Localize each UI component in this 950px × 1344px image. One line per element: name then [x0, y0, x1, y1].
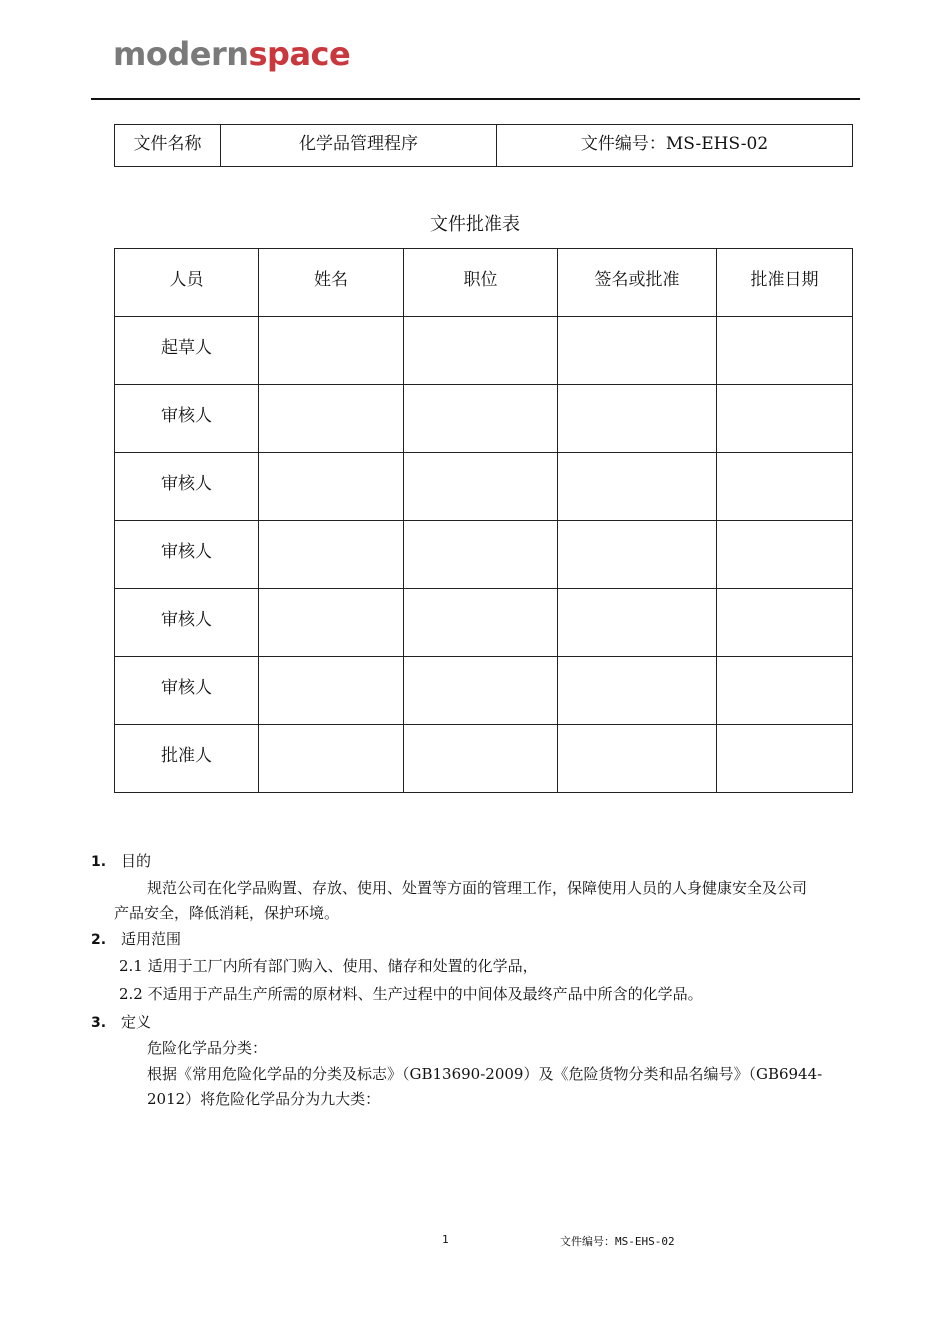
row-role: 审核人 — [115, 385, 259, 453]
date-cell — [717, 589, 853, 657]
table-row — [115, 657, 853, 725]
header-rule — [91, 98, 860, 100]
position-cell — [404, 725, 558, 793]
row-role: 批准人 — [115, 725, 259, 793]
header-position: 职位 — [404, 249, 558, 317]
header-person: 人员 — [115, 249, 259, 317]
position-cell — [404, 521, 558, 589]
section-2-para-2: 2.2 不适用于产品生产所需的原材料、生产过程中的中间体及最终产品中所含的化学品。 — [119, 985, 703, 1003]
date-cell — [717, 725, 853, 793]
section-2-para-1: 2.1 适用于工厂内所有部门购入、使用、储存和处置的化学品， — [119, 957, 538, 975]
doc-name-label: 文件名称 — [115, 125, 221, 167]
section-3-para-3: 2012）将危险化学品分为九大类： — [147, 1090, 381, 1108]
name-cell — [259, 589, 404, 657]
row-role: 审核人 — [115, 453, 259, 521]
section-number: 1. — [91, 854, 107, 870]
position-cell — [404, 317, 558, 385]
section-number: 3. — [91, 1015, 107, 1031]
row-role: 审核人 — [115, 657, 259, 725]
section-3-heading — [91, 1009, 151, 1036]
page-number: 1 — [442, 1233, 449, 1246]
section-title: 适用范围 — [121, 930, 182, 948]
signature-cell — [558, 317, 717, 385]
name-cell — [259, 521, 404, 589]
name-cell — [259, 385, 404, 453]
date-cell — [717, 385, 853, 453]
name-cell — [259, 657, 404, 725]
signature-cell — [558, 521, 717, 589]
section-title: 定义 — [121, 1013, 152, 1031]
name-cell — [259, 725, 404, 793]
header-date: 批准日期 — [717, 249, 853, 317]
approval-table — [114, 248, 853, 793]
table-row — [115, 589, 853, 657]
doc-number: 文件编号：MS-EHS-02 — [497, 125, 853, 167]
date-cell — [717, 453, 853, 521]
date-cell — [717, 521, 853, 589]
date-cell — [717, 657, 853, 725]
section-1-heading — [91, 848, 151, 875]
row-role: 审核人 — [115, 521, 259, 589]
row-role: 起草人 — [115, 317, 259, 385]
signature-cell — [558, 589, 717, 657]
date-cell — [717, 317, 853, 385]
section-3-para-1: 危险化学品分类： — [147, 1039, 268, 1057]
section-1-para-1: 规范公司在化学品购置、存放、使用、处置等方面的管理工作，保障使用人员的人身健康安全及公司 — [147, 879, 808, 897]
footer-doc-number: 文件编号：MS-EHS-02 — [560, 1235, 675, 1248]
section-2-heading — [91, 926, 181, 953]
position-cell — [404, 589, 558, 657]
signature-cell — [558, 453, 717, 521]
section-1-para-2: 产品安全，降低消耗，保护环境。 — [114, 904, 340, 922]
name-cell — [259, 317, 404, 385]
name-cell — [259, 453, 404, 521]
table-row — [115, 453, 853, 521]
logo-text-modern: modern — [113, 35, 249, 73]
table-row — [115, 385, 853, 453]
position-cell — [404, 453, 558, 521]
section-3-para-2: 根据《常用危险化学品的分类及标志》（GB13690-2009）及《危险货物分类和品名编号》（GB6944- — [147, 1065, 823, 1083]
approval-table-title: 文件批准表 — [430, 214, 520, 235]
header-signature: 签名或批准 — [558, 249, 717, 317]
doc-header-table — [114, 124, 853, 167]
section-number: 2. — [91, 932, 107, 948]
logo-text-space: space — [248, 35, 351, 73]
signature-cell — [558, 385, 717, 453]
table-row — [115, 521, 853, 589]
signature-cell — [558, 657, 717, 725]
table-row — [115, 725, 853, 793]
position-cell — [404, 385, 558, 453]
signature-cell — [558, 725, 717, 793]
position-cell — [404, 657, 558, 725]
doc-name-value: 化学品管理程序 — [221, 125, 497, 167]
row-role: 审核人 — [115, 589, 259, 657]
table-row — [115, 317, 853, 385]
section-title: 目的 — [121, 852, 152, 870]
approval-header-row — [115, 249, 853, 317]
header-name: 姓名 — [259, 249, 404, 317]
company-logo — [113, 34, 350, 74]
